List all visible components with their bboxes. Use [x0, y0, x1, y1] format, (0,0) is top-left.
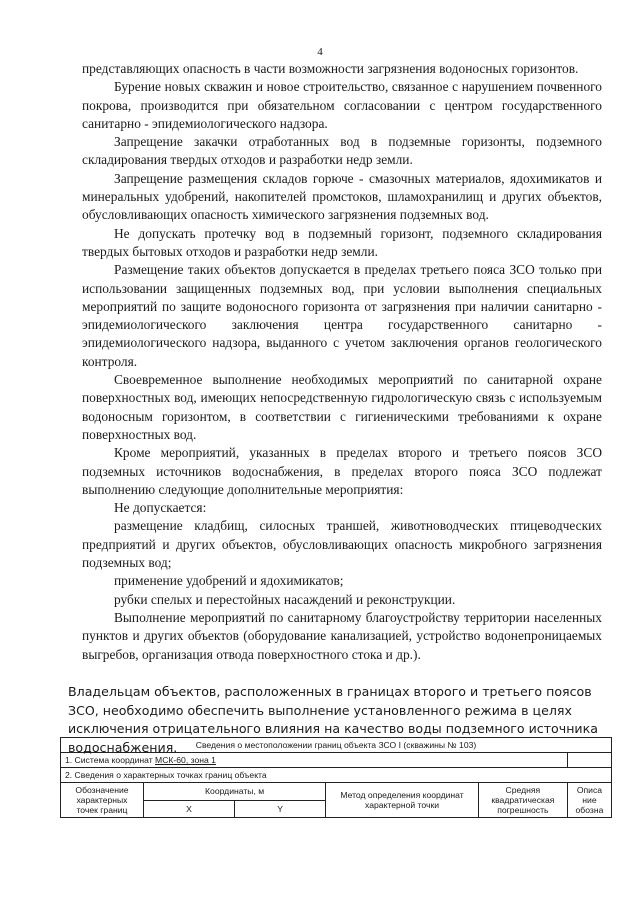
paragraph: Бурение новых скважин и новое строительство, связанное с нарушением почвенного покрова, производится при обязательном согласовании с центром государственного санитарно - эпидемиологического надзора.	[82, 79, 602, 131]
header-x: X	[143, 800, 234, 818]
coordinate-system-label: 1. Система координат	[65, 755, 156, 765]
coordinate-system-value: МСК-60, зона 1	[155, 755, 216, 765]
header-coordinates: Координаты, м	[143, 783, 325, 801]
body-text	[82, 60, 602, 664]
paragraph: представляющих опасность в части возможности загрязнения водоносных горизонтов.	[82, 61, 579, 76]
paragraph: рубки спелых и перестойных насаждений и реконструкции.	[114, 591, 456, 607]
header-designation: Обозначение характерных точек границ	[61, 783, 144, 818]
paragraph: Выполнение мероприятий по санитарному благоустройству территории населенных пунктов и других объектов (оборудование канализацией, устройство водонепроницаемых выгребов, организация отвода поверхностного стока и др.).	[82, 609, 602, 662]
coordinates-table	[60, 737, 612, 818]
header-y: Y	[235, 800, 326, 818]
paragraph: Размещение таких объектов допускается в пределах третьего пояса ЗСО только при использовании защищенных подземных вод, при условии выполнения специальных мероприятий по защите водоносного горизонта от загрязнения при наличии санитарно - эпидемиологического заключения центра государственного санитарно - эпидемиологического надзора, выданного с учетом заключения органов геологического контроля.	[82, 262, 602, 369]
paragraph: Запрещение закачки отработанных вод в подземные горизонты, подземного складирования твердых отходов и разработки недр земли.	[82, 134, 602, 168]
closing-paragraph: Владельцам объектов, расположенных в границах второго и третьего поясов ЗСО, необходимо обеспечить выполнение установленного режима в целях исключения отрицательного влияния на качество воды подземного источника водоснабжения.	[68, 684, 598, 755]
empty-cell	[567, 753, 611, 768]
paragraph: Не допускается:	[114, 500, 207, 516]
paragraph: Запрещение размещения складов горюче - смазочных материалов, ядохимикатов и минеральных удобрений, накопителей промстоков, шламохранилищ и других объектов, обусловливающих опасность химического загрязнения подземных вод.	[82, 170, 602, 223]
header-error: Средняя квадратическая погрешность	[478, 783, 567, 818]
points-section-title: 2. Сведения о характерных точках границ объекта	[61, 768, 612, 783]
paragraph: Кроме мероприятий, указанных в пределах второго и третьего поясов ЗСО подземных источников водоснабжения, в пределах второго пояса ЗСО подлежат выполнению следующие дополнительные мероприятия:	[82, 445, 602, 497]
paragraph: Не допускать протечку вод в подземный горизонт, подземного складирования твердых бытовых отходов и разработки недр земли.	[82, 225, 602, 259]
paragraph: применение удобрений и ядохимикатов;	[114, 573, 344, 589]
page-number: 4	[317, 46, 323, 58]
paragraph: Своевременное выполнение необходимых мероприятий по санитарной охране поверхностных вод, имеющих непосредственную гидрологическую связь с используемым водоносным горизонтом, в соответствии с гигиеническими требованиями к охране поверхностных вод.	[82, 372, 602, 442]
coordinate-system-cell	[61, 753, 568, 768]
table-title: Сведения о местоположении границ объекта ЗСО I (скважины № 103)	[61, 738, 612, 753]
header-method: Метод определения координат характерной точки	[326, 783, 479, 818]
paragraph: размещение кладбищ, силосных траншей, животноводческих птицеводческих предприятий и других объектов, обусловливающих опасность микробного загрязнения подземных вод;	[82, 518, 602, 571]
header-description: Описа ние обозна	[567, 783, 611, 818]
